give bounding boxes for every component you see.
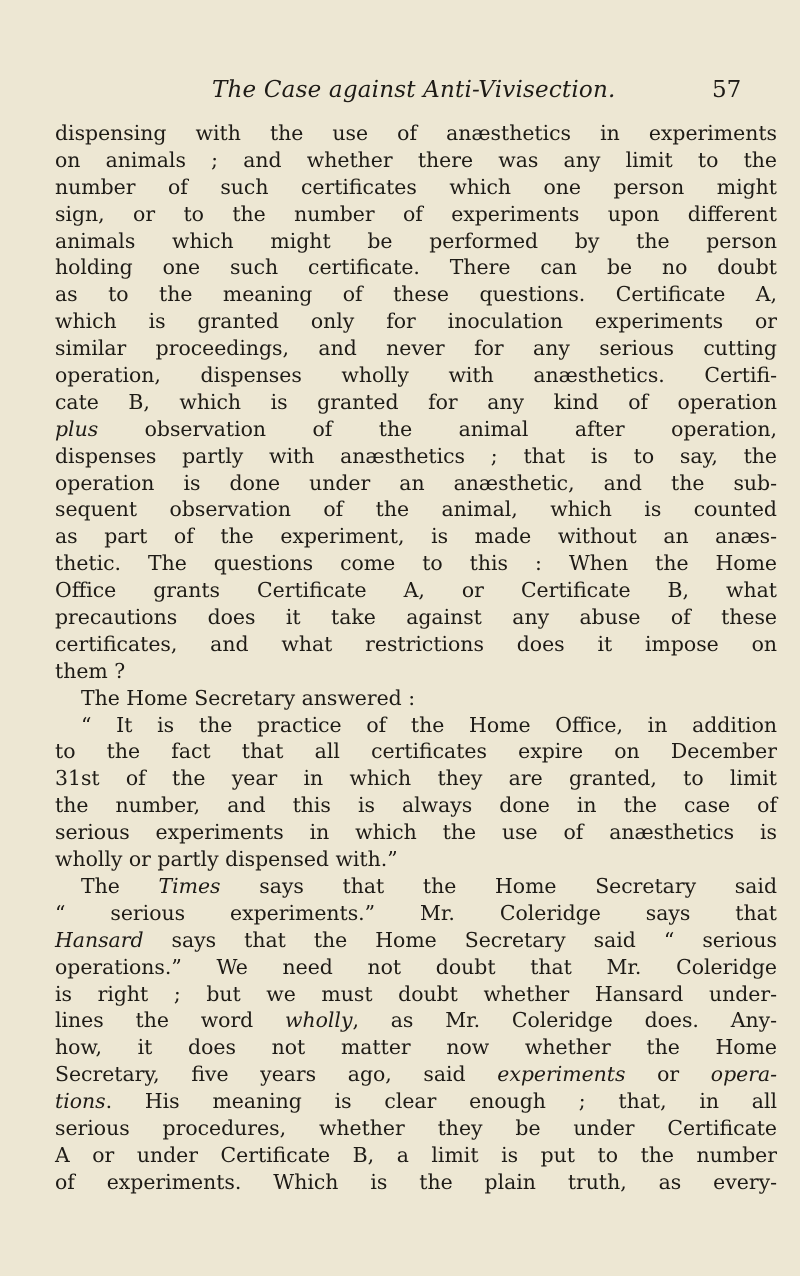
- text-line: Office grants Certificate A, or Certificate B, what: [55, 578, 777, 603]
- text-line: [55, 1007, 777, 1034]
- text-line: of experiments. Which is the plain truth, as every-: [55, 1169, 777, 1194]
- text-line: thetic. The questions come to this : When the Home: [55, 551, 777, 576]
- text-line: sign, or to the number of experiments upon different: [55, 201, 777, 226]
- text-line: as part of the experiment, is made without an anæs-: [55, 524, 777, 549]
- text-line: them ?: [55, 658, 126, 683]
- italic-text-segment: opera-: [710, 1062, 777, 1087]
- text-line: animals which might be performed by the person: [55, 228, 777, 253]
- body-text: [55, 120, 777, 1196]
- running-title: The Case against Anti-Vivisection.: [212, 77, 616, 103]
- italic-text-segment: experiments: [497, 1062, 626, 1087]
- running-head: [0, 77, 800, 111]
- text-line: cate B, which is granted for any kind of operation: [55, 389, 777, 414]
- text-segment: observation of the animal after operation,: [98, 416, 777, 441]
- text-line: similar proceedings, and never for any serious cutting: [55, 336, 777, 361]
- italic-text-segment: Times: [158, 873, 221, 898]
- text-line: on animals ; and whether there was any limit to the: [55, 147, 777, 172]
- text-line: The Home Secretary answered :: [81, 685, 416, 710]
- text-segment: lines the word: [55, 1008, 286, 1033]
- text-line: sequent observation of the animal, which is counted: [55, 497, 777, 522]
- text-line: as to the meaning of these questions. Certificate A,: [55, 282, 777, 307]
- text-line: the number, and this is always done in the case of: [55, 793, 777, 818]
- text-line: holding one such certificate. There can be no doubt: [55, 255, 777, 280]
- text-line: 31st of the year in which they are granted, to limit: [55, 766, 777, 791]
- text-segment: Secretary, five years ago, said: [55, 1062, 498, 1087]
- text-line: operations.” We need not doubt that Mr. Coleridge: [55, 954, 777, 979]
- text-line: dispensing with the use of anæsthetics in experiments: [55, 121, 777, 145]
- text-line: [55, 927, 777, 954]
- text-line: number of such certificates which one person might: [55, 174, 777, 199]
- text-line: certificates, and what restrictions does it impose on: [55, 631, 777, 656]
- text-line: how, it does not matter now whether the Home: [55, 1035, 777, 1060]
- text-line: is right ; but we must doubt whether Hansard under-: [55, 981, 777, 1006]
- text-line: operation is done under an anæsthetic, and the sub-: [55, 470, 777, 495]
- italic-text-segment: tions: [55, 1089, 106, 1114]
- text-line: [55, 1061, 777, 1088]
- text-segment: , as Mr. Coleridge does. Any-: [352, 1008, 777, 1033]
- text-line: dispenses partly with anæsthetics ; that is to say, the: [55, 443, 777, 468]
- text-line: [55, 873, 777, 900]
- text-segment: says that the Home Secretary said “ serious: [143, 927, 777, 952]
- italic-text-segment: Hansard: [55, 927, 144, 952]
- italic-text-segment: wholly: [285, 1008, 353, 1033]
- text-line: precautions does it take against any abuse of these: [55, 605, 777, 630]
- text-line: operation, dispenses wholly with anæsthetics. Certifi-: [55, 363, 777, 388]
- text-line: wholly or partly dispensed with.”: [55, 847, 398, 872]
- text-line: [55, 1088, 777, 1115]
- text-segment: or: [625, 1062, 711, 1087]
- text-line: A or under Certificate B, a limit is put to the number: [55, 1142, 777, 1167]
- italic-text-segment: plus: [55, 416, 99, 441]
- text-line: to the fact that all certificates expire on December: [55, 739, 777, 764]
- text-segment: says that the Home Secretary said: [220, 873, 777, 898]
- text-segment: The: [81, 873, 159, 898]
- page-number: 57: [712, 77, 742, 103]
- text-line: serious procedures, whether they be under Certificate: [55, 1115, 777, 1140]
- text-line: which is granted only for inoculation experiments or: [55, 309, 777, 334]
- text-line: serious experiments in which the use of anæsthetics is: [55, 820, 777, 845]
- text-segment: . His meaning is clear enough ; that, in all: [105, 1089, 777, 1114]
- text-line: “ serious experiments.” Mr. Coleridge says that: [55, 900, 777, 925]
- text-line: “ It is the practice of the Home Office, in addition: [81, 712, 777, 737]
- text-line: [55, 416, 777, 443]
